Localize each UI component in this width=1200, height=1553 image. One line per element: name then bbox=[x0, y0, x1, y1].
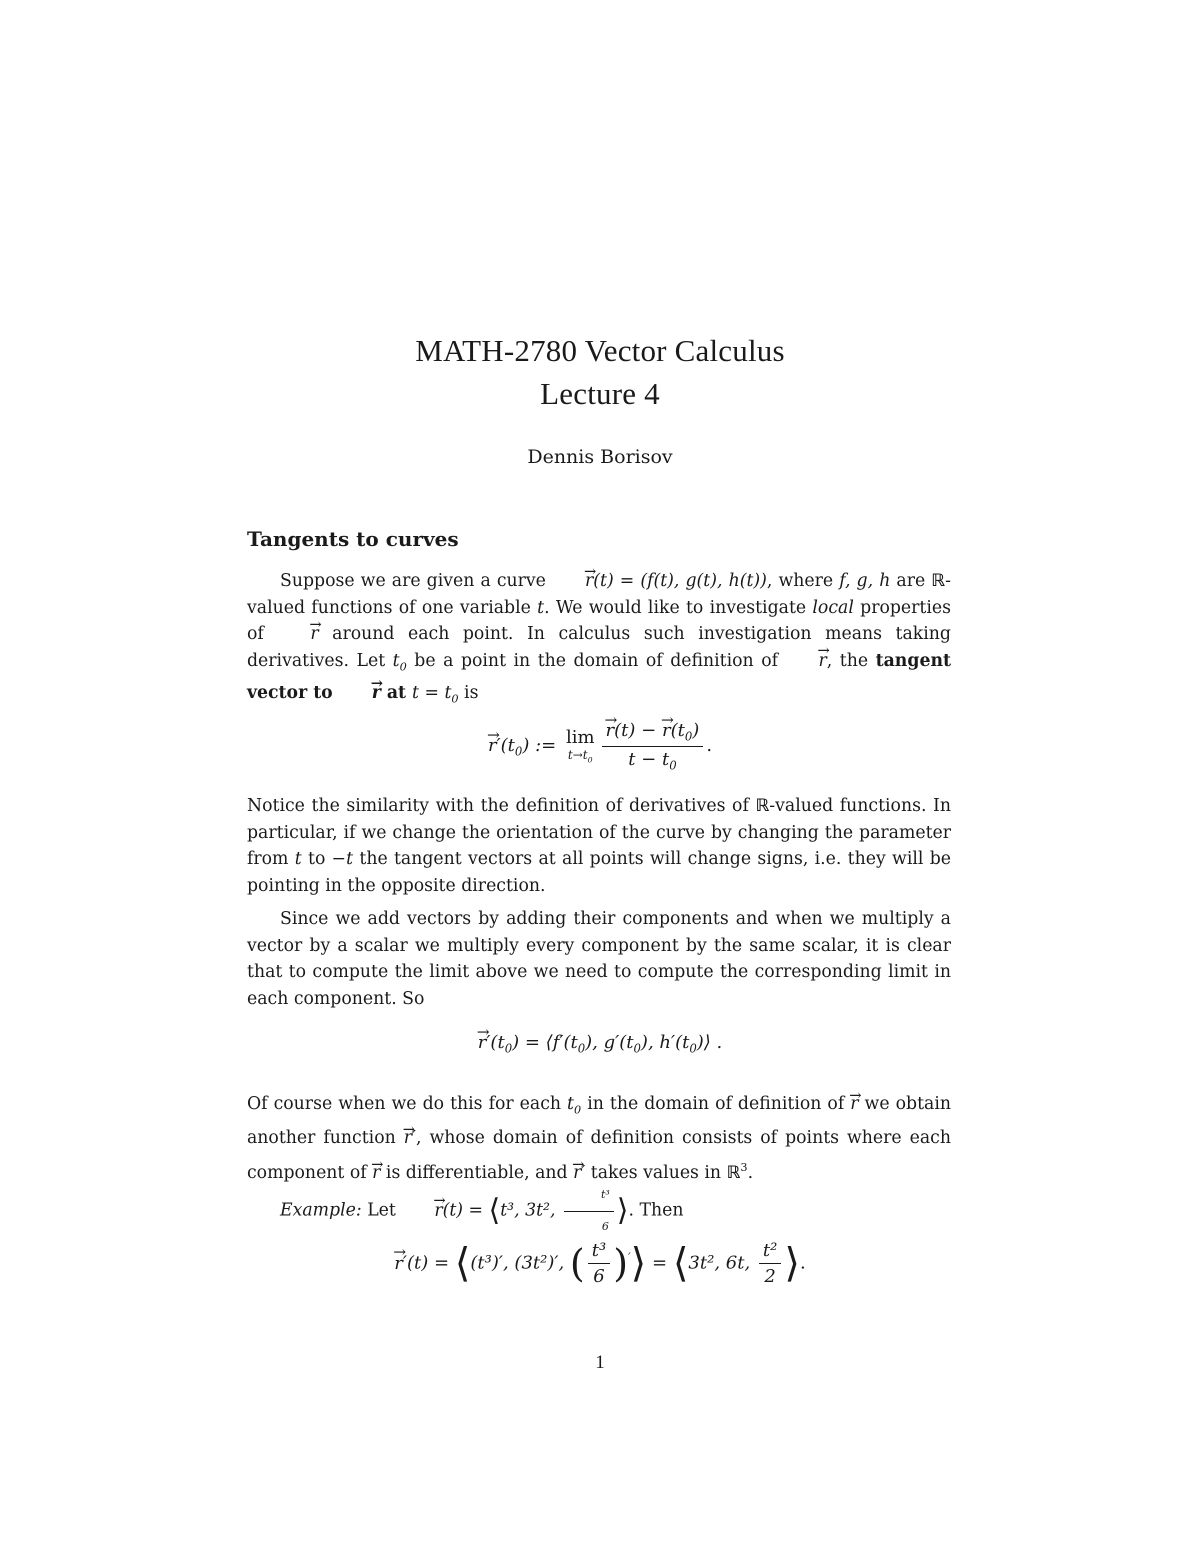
real-numbers-symbol: ℝ bbox=[755, 796, 770, 816]
text-run: , where bbox=[766, 571, 840, 591]
paragraph-similarity bbox=[247, 793, 951, 899]
real-numbers-symbol: ℝ bbox=[931, 571, 946, 591]
bold-term: tangent vector to bbox=[247, 650, 951, 704]
text-run: be a point in the domain of definition of bbox=[406, 650, 786, 671]
vector-r: → r bbox=[850, 1090, 858, 1119]
math-expr: (t³)′, (3t²)′, bbox=[470, 1252, 570, 1274]
example-line: Example: Let → r(t) = ⟨t³, 3t², $\frac{\text{t³}}{6}$ ⟩. Then bbox=[247, 1182, 951, 1240]
math-expr: ) := bbox=[522, 735, 562, 757]
math-minus-t: −t bbox=[331, 849, 354, 869]
paragraph-components: Since we add vectors by adding their components and when we multiply a vector by a scalar we multiply every component by the same scalar, it is clear that to compute the limit above we need to compute the corresponding limit in each component. So bbox=[247, 909, 951, 1009]
vector-r: → r bbox=[606, 720, 615, 741]
fraction-numerator: t² bbox=[759, 1240, 781, 1264]
curve-definition: (t) = (f(t), g(t), h(t)) bbox=[593, 571, 767, 591]
author-name: Dennis Borisov bbox=[527, 446, 673, 468]
bold-term: at bbox=[380, 683, 413, 704]
vector-r: → r bbox=[662, 720, 671, 741]
text-run: is differentiable, and bbox=[380, 1163, 574, 1184]
text-run: is bbox=[458, 683, 479, 704]
vector-r: → r bbox=[552, 568, 593, 595]
page-number: 1 bbox=[595, 1352, 605, 1373]
math-expr: t = t bbox=[412, 683, 452, 704]
vector-r: → r bbox=[488, 735, 497, 756]
text-run: in the domain of definition of bbox=[581, 1094, 851, 1114]
math-expr: ′(t) = bbox=[402, 1252, 455, 1274]
math-fgh: f, g, h bbox=[839, 571, 891, 591]
equation-tangent-definition: → $r'(t_0)$ := lim $t\to t_0$ → $\frac{r(t) - \to r(t_0)}{t - t_0}$ . bbox=[0, 720, 1200, 772]
text-run: the tangent vectors at all points will change signs, i.e. they will be pointing in the opposite direction. bbox=[247, 849, 951, 896]
text-run: , the bbox=[826, 650, 876, 671]
difference-quotient: → $\frac{r(t) - \to r(t_0)}{t - t_0}$ bbox=[602, 720, 704, 772]
vector-r: → r bbox=[277, 621, 318, 648]
text-run: Of course when we do this for each bbox=[247, 1094, 568, 1114]
document-title: MATH-2780 Vector Calculus bbox=[415, 333, 785, 368]
vector-r: → r bbox=[404, 1124, 412, 1153]
math-t: t bbox=[294, 849, 302, 869]
vector-r: → r bbox=[339, 680, 381, 707]
vector-r: → r bbox=[394, 1253, 403, 1274]
text-run: -valued functions of one variable bbox=[247, 571, 951, 618]
text-run: takes values in bbox=[585, 1163, 727, 1184]
math-expr: = bbox=[646, 1252, 673, 1274]
fraction-denominator: 6 bbox=[593, 1266, 605, 1287]
math-expr: ) = ⟨f′(t bbox=[512, 1032, 578, 1053]
text-run: Let bbox=[361, 1200, 402, 1221]
real-numbers-symbol: ℝ bbox=[726, 1163, 741, 1184]
text-run: to bbox=[301, 849, 332, 869]
lim-subscript: t→t bbox=[567, 747, 588, 762]
text-run: Notice the similarity with the definition of derivatives of bbox=[247, 796, 756, 816]
math-t-equals-t0: $t = t_0$ bbox=[412, 683, 459, 706]
math-expr: 3t², 6t, bbox=[688, 1252, 756, 1274]
vector-r: → r bbox=[401, 1198, 442, 1225]
math-expr: t − t bbox=[628, 748, 670, 770]
text-run: Suppose we are given a curve bbox=[280, 571, 552, 591]
section-heading: Tangents to curves bbox=[247, 527, 459, 551]
math-expr: (t) − bbox=[614, 720, 662, 741]
vector-r: → r bbox=[478, 1032, 487, 1053]
math-expr: ′(t bbox=[486, 1032, 505, 1053]
limit-operator: lim $t\to t_0$ bbox=[565, 726, 595, 764]
paragraph-derivative-function: Of course when we do this for each $t_0$ in the domain of definition of → r we obtain another function → r′, whose domain of definition consists of points where each component of → r is differentiable, and → r′ takes values in ℝ$^3$. bbox=[247, 1090, 951, 1188]
text-run: -valued functions. In particular, if we change the orientation of the curve by changing the parameter from bbox=[247, 796, 951, 869]
math-expr: (t) = bbox=[442, 1200, 489, 1221]
fraction-numerator: t³ bbox=[564, 1182, 614, 1212]
vector-r: → r bbox=[573, 1159, 581, 1188]
math-expr: ), g′(t bbox=[585, 1032, 634, 1053]
text-run: , whose domain of definition consists of points where each component of bbox=[247, 1128, 951, 1184]
math-t: t bbox=[392, 650, 400, 671]
equation-example-derivative: → r′(t) = ⟨(t³)′, (3t²)′, ( $\frac{\text{t³}}{6}$ )′⟩ = ⟨3t², 6t, $\frac{\text{t²}}{2}$ ⟩. bbox=[0, 1240, 1200, 1287]
math-expr: )⟩ . bbox=[696, 1032, 723, 1053]
fraction-denominator: 6 bbox=[601, 1219, 609, 1233]
fraction-numerator: t³ bbox=[588, 1240, 610, 1264]
text-run: around each point. In calculus such investigation means taking derivatives. Let bbox=[247, 624, 951, 671]
math-t0: $t_0$ bbox=[392, 650, 407, 673]
math-expr: t³, 3t², bbox=[500, 1200, 561, 1221]
fraction-denominator: 2 bbox=[764, 1266, 776, 1287]
vector-r: → r bbox=[372, 1159, 380, 1188]
text-run: we obtain another function bbox=[247, 1094, 951, 1149]
math-t: t bbox=[567, 1094, 574, 1114]
paragraph-intro bbox=[247, 568, 951, 713]
text-run: . bbox=[747, 1163, 754, 1184]
equation-componentwise-derivative: → $r'(t_0)$ = $⟨f'(t_0)$, $g'(t_0)$, $h'(t_0)⟩$ . bbox=[0, 1032, 1200, 1056]
text-run: are bbox=[890, 571, 932, 591]
example-label: Example: bbox=[280, 1200, 362, 1221]
math-expr: ), h′(t bbox=[640, 1032, 690, 1053]
math-expr: ′(t bbox=[496, 735, 515, 757]
text-run: properties of bbox=[247, 597, 951, 644]
lecture-number: Lecture 4 bbox=[540, 376, 660, 411]
math-expr: (t bbox=[670, 720, 685, 741]
vector-r: → r bbox=[786, 648, 827, 675]
text-run: . We would like to investigate bbox=[544, 597, 813, 618]
math-t: t bbox=[537, 597, 545, 618]
lim-label: lim bbox=[565, 726, 595, 748]
text-run: . Then bbox=[628, 1200, 684, 1221]
emphasis-local: local bbox=[812, 597, 854, 618]
